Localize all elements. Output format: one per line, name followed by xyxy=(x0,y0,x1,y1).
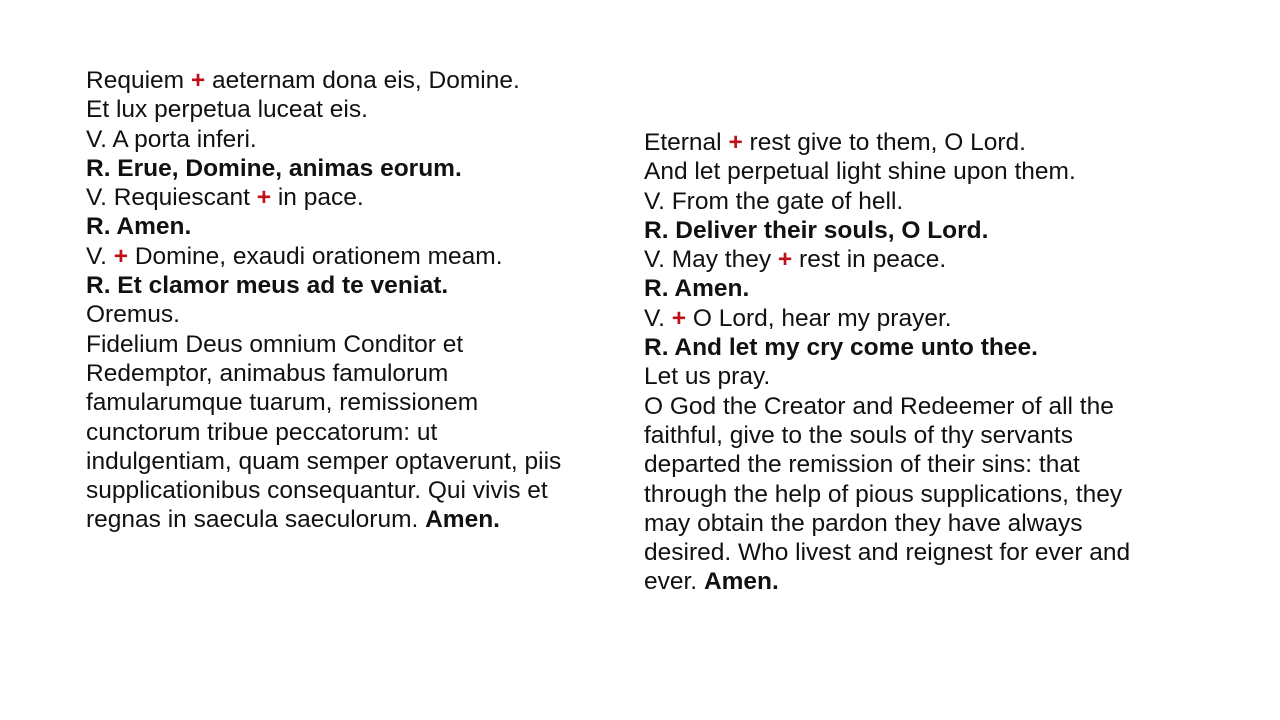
latin-prayer-line: Fidelium Deus omnium Conditor et xyxy=(86,330,464,358)
latin-versicle-domine-text-b: Domine, exaudi orationem meam. xyxy=(128,242,503,270)
english-prayer-line: departed the remission of their sins: that xyxy=(644,451,1080,479)
english-versicle-rest xyxy=(644,245,1194,274)
latin-line-lux: Et lux perpetua luceat eis. xyxy=(86,96,368,124)
latin-prayer-line: indulgentiam, quam semper optaverunt, piis xyxy=(86,447,562,475)
english-versicle-lord xyxy=(644,304,1194,333)
english-column xyxy=(644,128,1194,597)
english-versicle-rest-text-a: V. May they xyxy=(644,246,778,274)
latin-versicle-domine xyxy=(86,242,626,271)
latin-versicle-requiescant-text-b: in pace. xyxy=(271,184,364,212)
english-versicle-gate: V. From the gate of hell. xyxy=(644,187,904,215)
latin-column xyxy=(86,66,626,535)
latin-prayer xyxy=(86,330,626,535)
latin-response-erue: R. Erue, Domine, animas eorum. xyxy=(86,154,462,182)
cross-icon: + xyxy=(190,67,206,94)
latin-line-requiem xyxy=(86,66,626,95)
latin-versicle-requiescant-text-a: V. Requiescant xyxy=(86,184,257,212)
english-line-eternal-text-b: rest give to them, O Lord. xyxy=(742,129,1026,156)
english-line-eternal xyxy=(644,128,1194,157)
english-prayer-line: may obtain the pardon they have always xyxy=(644,509,1083,537)
english-versicle-lord-text-b: O Lord, hear my prayer. xyxy=(686,304,952,332)
english-prayer-amen: Amen. xyxy=(703,568,779,596)
english-prayer-line: desired. Who livest and reignest for ever and xyxy=(644,539,1131,567)
latin-response-amen: R. Amen. xyxy=(86,213,192,241)
english-versicle-rest-text-b: rest in peace. xyxy=(792,246,947,274)
latin-prayer-last-text: regnas in saecula saeculorum. xyxy=(86,506,426,534)
latin-line-requiem-text-a: Requiem xyxy=(86,67,191,94)
latin-prayer-amen: Amen. xyxy=(425,506,500,534)
cross-icon: + xyxy=(113,242,129,270)
latin-prayer-line-last xyxy=(86,505,626,534)
english-response-deliver: R. Deliver their souls, O Lord. xyxy=(644,216,989,244)
latin-prayer-line: famularumque tuarum, remissionem xyxy=(86,389,479,417)
english-prayer xyxy=(644,392,1194,597)
latin-oremus: Oremus. xyxy=(86,301,180,329)
cross-icon: + xyxy=(256,184,272,212)
english-line-eternal-text-a: Eternal xyxy=(644,129,729,156)
latin-prayer-line: Redemptor, animabus famulorum xyxy=(86,359,449,387)
latin-prayer-line: supplicationibus consequantur. Qui vivis et xyxy=(86,477,548,505)
english-let-us-pray: Let us pray. xyxy=(644,363,771,391)
latin-line-requiem-text-b: aeternam dona eis, Domine. xyxy=(205,67,520,94)
english-response-amen: R. Amen. xyxy=(644,275,750,303)
english-response-cry: R. And let my cry come unto thee. xyxy=(644,334,1038,362)
english-prayer-line-last xyxy=(644,567,1194,596)
latin-versicle-requiescant xyxy=(86,183,626,212)
latin-prayer-line: cunctorum tribue peccatorum: ut xyxy=(86,418,438,446)
english-prayer-last-text: ever. xyxy=(644,568,704,596)
english-prayer-line: through the help of pious supplications, they xyxy=(644,480,1123,508)
latin-versicle-porta: V. A porta inferi. xyxy=(86,125,257,153)
cross-icon: + xyxy=(671,304,687,332)
english-line-light: And let perpetual light shine upon them. xyxy=(644,158,1076,186)
latin-response-clamor: R. Et clamor meus ad te veniat. xyxy=(86,272,449,300)
latin-versicle-domine-text-a: V. xyxy=(86,242,114,270)
english-prayer-line: O God the Creator and Redeemer of all the xyxy=(644,392,1114,420)
english-versicle-lord-text-a: V. xyxy=(644,304,672,332)
cross-icon: + xyxy=(728,129,743,156)
english-prayer-line: faithful, give to the souls of thy servants xyxy=(644,421,1073,449)
cross-icon: + xyxy=(777,246,793,274)
